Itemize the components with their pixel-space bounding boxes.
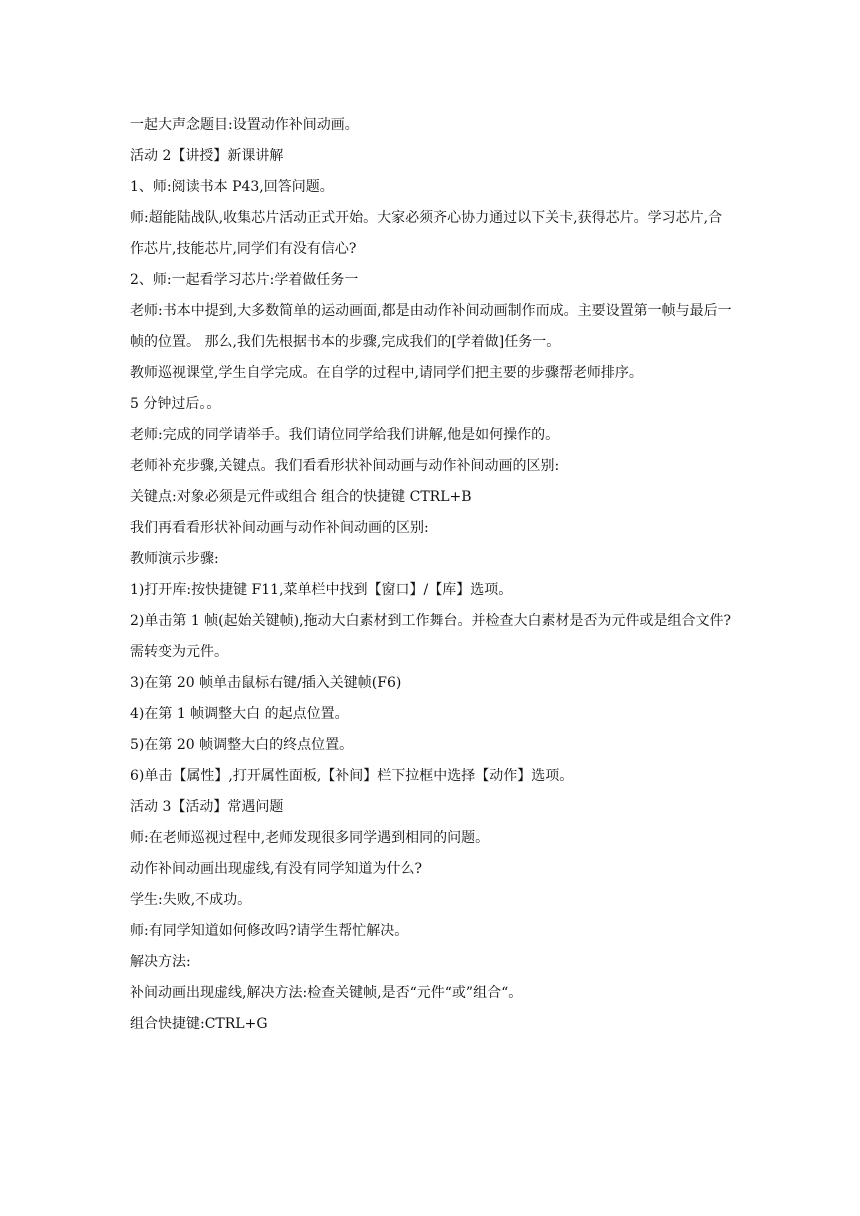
- paragraph: 关键点:对象必须是元件或组合 组合的快捷键 CTRL+B: [130, 489, 472, 505]
- paragraph: 师:有同学知道如何修改吗?请学生帮忙解决。: [130, 923, 409, 939]
- paragraph: 教师演示步骤:: [130, 551, 219, 567]
- document-body: [130, 110, 735, 1040]
- paragraph: 1、师:阅读书本 P43,回答问题。: [130, 179, 334, 195]
- paragraph: 组合快捷键:CTRL+G: [130, 1016, 268, 1032]
- step-item: 5)在第 20 帧调整大白的终点位置。: [130, 737, 354, 753]
- step-item: 2)单击第 1 帧(起始关键帧),拖动大白素材到工作舞台。并检查大白素材是否为元件或是组合文件?需转变为元件。: [130, 613, 732, 660]
- step-item: 1)打开库:按快捷键 F11,菜单栏中找到【窗口】/【库】选项。: [130, 582, 513, 598]
- paragraph: 解决方法:: [130, 954, 191, 970]
- paragraph: 教师巡视课堂,学生自学完成。在自学的过程中,请同学们把主要的步骤帮老师排序。: [130, 365, 643, 381]
- paragraph: 师:在老师巡视过程中,老师发现很多同学遇到相同的问题。: [130, 830, 490, 846]
- step-item: 6)单击【属性】,打开属性面板,【补间】栏下拉框中选择【动作】选项。: [130, 768, 574, 784]
- section-heading: 活动 2【讲授】新课讲解: [130, 148, 284, 164]
- paragraph: 老师:书本中提到,大多数简单的运动画面,都是由动作补间动画制作而成。主要设置第一帧与最后一帧的位置。 那么,我们先根据书本的步骤,完成我们的[学着做]任务一。: [130, 303, 732, 350]
- paragraph: 一起大声念题目:设置动作补间动画。: [130, 117, 359, 133]
- step-item: 4)在第 1 帧调整大白 的起点位置。: [130, 706, 349, 722]
- paragraph: 2、师:一起看学习芯片:学着做任务一: [130, 272, 359, 288]
- paragraph: 我们再看看形状补间动画与动作补间动画的区别:: [130, 520, 429, 536]
- paragraph: 动作补间动画出现虚线,有没有同学知道为什么?: [130, 861, 422, 877]
- paragraph: 补间动画出现虚线,解决方法:检查关键帧,是否“元件“或”组合“。: [130, 985, 523, 1001]
- paragraph: 5 分钟过后。。: [130, 396, 221, 412]
- step-item: 3)在第 20 帧单击鼠标右键/插入关键帧(F6): [130, 675, 402, 691]
- paragraph: 师:超能陆战队,收集芯片活动正式开始。大家必须齐心协力通过以下关卡,获得芯片。学习芯片,合作芯片,技能芯片,同学们有没有信心?: [130, 210, 723, 257]
- paragraph: 学生:失败,不成功。: [130, 892, 252, 908]
- paragraph: 老师:完成的同学请举手。我们请位同学给我们讲解,他是如何操作的。: [130, 427, 560, 443]
- paragraph: 老师补充步骤,关键点。我们看看形状补间动画与动作补间动画的区别:: [130, 458, 560, 474]
- section-heading: 活动 3【活动】常遇问题: [130, 799, 284, 815]
